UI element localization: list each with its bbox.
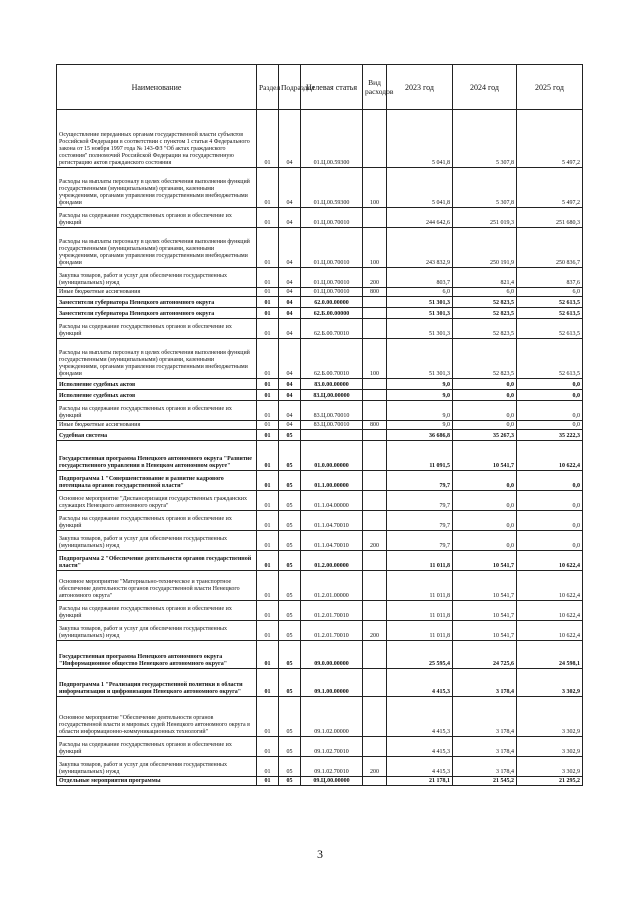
cell-subsection: 05 [279,621,301,641]
cell-expense-type [363,491,387,511]
table-row [57,491,583,511]
cell-2023: 243 832,9 [387,228,453,268]
cell-subsection: 05 [279,531,301,551]
cell-2023: 21 178,1 [387,777,453,786]
cell-2023: 9,0 [387,421,453,430]
cell-subsection: 04 [279,208,301,228]
cell-expense-type [363,571,387,601]
cell-2024: 52 823,5 [453,319,517,339]
table-row [57,669,583,697]
cell-2023: 51 301,3 [387,339,453,379]
cell-subsection: 05 [279,441,301,471]
cell-section: 01 [257,297,279,308]
table-row [57,441,583,471]
cell-subsection: 05 [279,471,301,491]
cell-subsection: 04 [279,401,301,421]
cell-name: Подпрограмма 2 "Обеспечение деятельности органов государственной власти" [57,551,257,571]
cell-name: Заместители губернатора Ненецкого автономного округа [57,297,257,308]
cell-2024: 0,0 [453,471,517,491]
cell-expense-type [363,308,387,319]
cell-2023: 79,7 [387,491,453,511]
cell-expense-type [363,379,387,390]
cell-section: 01 [257,308,279,319]
header-expense-type: Вид расходов [363,65,387,110]
cell-expense-type [363,319,387,339]
cell-section: 01 [257,757,279,777]
cell-name: Закупка товаров, работ и услуг для обеспечения государственных (муниципальных) нужд [57,268,257,288]
cell-2023: 11 011,8 [387,621,453,641]
cell-target: 01.2.01.70010 [301,601,363,621]
cell-subsection: 05 [279,697,301,737]
cell-name: Расходы на содержание государственных органов и обеспечение их функций [57,601,257,621]
cell-subsection: 04 [279,421,301,430]
cell-expense-type: 800 [363,288,387,297]
cell-2024: 21 545,2 [453,777,517,786]
cell-2025: 3 302,9 [517,669,583,697]
cell-name: Иные бюджетные ассигнования [57,288,257,297]
cell-2023: 25 595,4 [387,641,453,669]
cell-name: Расходы на выплаты персоналу в целях обеспечения выполнения функций государственными (муниципальными) органами, казенными учреждениями, органами управления государственными внебюджетными фондами [57,228,257,268]
cell-2025: 0,0 [517,421,583,430]
cell-target: 01.1.00.00000 [301,471,363,491]
header-2024: 2024 год [453,65,517,110]
cell-2025: 3 302,9 [517,697,583,737]
cell-2023: 5 041,8 [387,110,453,168]
cell-subsection: 05 [279,641,301,669]
cell-section: 01 [257,491,279,511]
cell-2023: 11 011,8 [387,551,453,571]
cell-expense-type [363,551,387,571]
cell-section: 01 [257,777,279,786]
cell-name: Расходы на содержание государственных органов и обеспечение их функций [57,401,257,421]
cell-subsection: 05 [279,430,301,441]
table-row [57,401,583,421]
cell-2025: 6,0 [517,288,583,297]
table-row [57,471,583,491]
cell-2024: 10 541,7 [453,441,517,471]
table-row [57,390,583,401]
table-row [57,268,583,288]
cell-target: 01.Ц.00.59300 [301,168,363,208]
cell-2024: 52 823,5 [453,297,517,308]
table-body [57,110,583,786]
cell-section: 01 [257,551,279,571]
cell-2023: 4 415,3 [387,697,453,737]
table-row [57,208,583,228]
cell-target: 01.Ц.00.70010 [301,228,363,268]
cell-name: Иные бюджетные ассигнования [57,421,257,430]
cell-2023: 11 091,5 [387,441,453,471]
cell-subsection: 04 [279,319,301,339]
cell-expense-type: 200 [363,531,387,551]
header-target: Целевая статья [301,65,363,110]
cell-subsection: 04 [279,110,301,168]
cell-2025: 0,0 [517,471,583,491]
cell-2025: 21 295,2 [517,777,583,786]
cell-section: 01 [257,208,279,228]
table-row [57,308,583,319]
cell-subsection: 04 [279,339,301,379]
cell-2025: 24 598,1 [517,641,583,669]
cell-name: Основное мероприятие "Материально-техническое и транспортное обеспечение деятельности органов государственной власти Ненецкого автономного округа" [57,571,257,601]
cell-subsection: 04 [279,297,301,308]
header-name: Наименование [57,65,257,110]
table-row [57,168,583,208]
cell-2023: 9,0 [387,379,453,390]
table-row [57,297,583,308]
cell-2023: 5 041,8 [387,168,453,208]
cell-name: Расходы на выплаты персоналу в целях обеспечения выполнения функций государственными (муниципальными) органами, казенными учреждениями, органами управления государственными внебюджетными фондами [57,339,257,379]
cell-expense-type: 200 [363,621,387,641]
cell-target: 83.Ц.00.70010 [301,421,363,430]
table-row [57,228,583,268]
table-row [57,621,583,641]
cell-2024: 3 178,4 [453,697,517,737]
cell-expense-type [363,208,387,228]
table-row [57,551,583,571]
cell-2024: 0,0 [453,421,517,430]
cell-expense-type: 100 [363,339,387,379]
cell-target: 01.2.00.00000 [301,551,363,571]
cell-section: 01 [257,421,279,430]
table-row [57,319,583,339]
table-row [57,757,583,777]
cell-subsection: 05 [279,491,301,511]
cell-subsection: 05 [279,571,301,601]
cell-section: 01 [257,110,279,168]
table-row [57,777,583,786]
cell-expense-type: 100 [363,228,387,268]
cell-section: 01 [257,430,279,441]
header-subsection: Подраздел [279,65,301,110]
cell-2025: 837,6 [517,268,583,288]
cell-2024: 821,4 [453,268,517,288]
table-row [57,511,583,531]
cell-2023: 79,7 [387,531,453,551]
cell-section: 01 [257,601,279,621]
cell-2024: 0,0 [453,491,517,511]
cell-2023: 4 415,3 [387,737,453,757]
cell-subsection: 05 [279,601,301,621]
header-2025: 2025 год [517,65,583,110]
cell-subsection: 05 [279,511,301,531]
cell-2024: 10 541,7 [453,551,517,571]
cell-target: 01.Ц.00.70010 [301,208,363,228]
cell-target: 01.Ц.00.70010 [301,288,363,297]
cell-section: 01 [257,390,279,401]
cell-2023: 36 686,8 [387,430,453,441]
cell-2025: 5 497,2 [517,110,583,168]
cell-expense-type [363,441,387,471]
table-row [57,641,583,669]
cell-subsection: 05 [279,669,301,697]
cell-name: Судебная система [57,430,257,441]
cell-2024: 3 178,4 [453,737,517,757]
cell-section: 01 [257,228,279,268]
cell-target [301,430,363,441]
cell-2023: 51 301,3 [387,308,453,319]
cell-subsection: 04 [279,268,301,288]
cell-2023: 244 642,6 [387,208,453,228]
page-number: 3 [317,847,323,861]
cell-2025: 52 613,5 [517,297,583,308]
cell-2024: 35 267,3 [453,430,517,441]
cell-subsection: 05 [279,777,301,786]
cell-target: 09.1.02.70010 [301,737,363,757]
cell-section: 01 [257,268,279,288]
table-row [57,421,583,430]
cell-section: 01 [257,319,279,339]
cell-target: 62.0.00.00000 [301,297,363,308]
cell-2025: 0,0 [517,390,583,401]
table-row [57,531,583,551]
cell-2023: 9,0 [387,390,453,401]
cell-expense-type [363,471,387,491]
cell-target: 09.1.02.70010 [301,757,363,777]
cell-2023: 803,7 [387,268,453,288]
cell-target: 01.2.01.00000 [301,571,363,601]
cell-2025: 10 622,4 [517,551,583,571]
cell-name: Расходы на содержание государственных органов и обеспечение их функций [57,511,257,531]
cell-2025: 3 302,9 [517,757,583,777]
cell-2024: 5 307,8 [453,110,517,168]
cell-target: 62.Б.00.70010 [301,319,363,339]
cell-expense-type [363,297,387,308]
cell-2024: 0,0 [453,511,517,531]
cell-2023: 11 011,8 [387,601,453,621]
cell-target: 09.Ц.00.00000 [301,777,363,786]
cell-subsection: 05 [279,551,301,571]
cell-expense-type [363,601,387,621]
cell-2023: 4 415,3 [387,669,453,697]
table-row [57,737,583,757]
cell-section: 01 [257,697,279,737]
cell-2025: 3 302,9 [517,737,583,757]
table-row [57,601,583,621]
cell-2023: 51 301,3 [387,319,453,339]
cell-subsection: 04 [279,308,301,319]
cell-2024: 3 178,4 [453,757,517,777]
cell-2024: 251 019,3 [453,208,517,228]
cell-name: Исполнение судебных актов [57,390,257,401]
cell-section: 01 [257,168,279,208]
cell-subsection: 04 [279,228,301,268]
cell-2025: 251 680,3 [517,208,583,228]
cell-2023: 9,0 [387,401,453,421]
cell-name: Подпрограмма 1 "Реализация государственной политики в области информатизации и цифровизации Ненецкого автономного округа" [57,669,257,697]
cell-2023: 79,7 [387,471,453,491]
cell-2024: 3 178,4 [453,669,517,697]
cell-target: 62.Б.00.70010 [301,339,363,379]
cell-2024: 0,0 [453,379,517,390]
cell-2023: 51 301,3 [387,297,453,308]
cell-2024: 10 541,7 [453,571,517,601]
cell-expense-type [363,697,387,737]
cell-target: 01.1.04.70010 [301,531,363,551]
cell-section: 01 [257,737,279,757]
cell-2024: 0,0 [453,401,517,421]
cell-expense-type [363,737,387,757]
cell-2025: 0,0 [517,511,583,531]
cell-subsection: 04 [279,379,301,390]
cell-2024: 24 725,6 [453,641,517,669]
cell-target: 83.Ц.00.70010 [301,401,363,421]
cell-section: 01 [257,471,279,491]
cell-section: 01 [257,641,279,669]
cell-target: 01.2.01.70010 [301,621,363,641]
cell-section: 01 [257,621,279,641]
cell-target: 09.1.00.00000 [301,669,363,697]
cell-section: 01 [257,511,279,531]
cell-2025: 10 622,4 [517,571,583,601]
cell-2024: 52 823,5 [453,308,517,319]
cell-target: 09.1.02.00000 [301,697,363,737]
cell-section: 01 [257,379,279,390]
cell-name: Заместители губернатора Ненецкого автономного округа [57,308,257,319]
table-row [57,110,583,168]
cell-subsection: 04 [279,390,301,401]
cell-expense-type [363,511,387,531]
cell-target: 62.Б.00.00000 [301,308,363,319]
cell-expense-type [363,110,387,168]
cell-name: Отдельные мероприятия программы [57,777,257,786]
cell-2025: 10 622,4 [517,621,583,641]
cell-2025: 10 622,4 [517,441,583,471]
cell-name: Расходы на содержание государственных органов и обеспечение их функций [57,319,257,339]
cell-name: Расходы на выплаты персоналу в целях обеспечения выполнения функций государственными (муниципальными) органами, казенными учреждениями, органами управления государственными внебюджетными фондами [57,168,257,208]
cell-2025: 35 222,3 [517,430,583,441]
cell-name: Исполнение судебных актов [57,379,257,390]
table-row [57,339,583,379]
table-row [57,697,583,737]
cell-section: 01 [257,401,279,421]
budget-table [56,64,583,786]
cell-section: 01 [257,531,279,551]
cell-name: Осуществление переданных органам государственной власти субъектов Российской Федерации в соответствии с пунктом 1 статьи 4 Федерального закона от 15 ноября 1997 года № 143-ФЗ "Об актах гражданского состояния" полномочий Российской Федерации на государственную регистрацию актов гражданского состояния [57,110,257,168]
cell-section: 01 [257,571,279,601]
cell-expense-type [363,669,387,697]
cell-name: Государственная программа Ненецкого автономного округа "Информационное общество Ненецкого автономного округа" [57,641,257,669]
cell-2024: 52 823,5 [453,339,517,379]
cell-name: Расходы на содержание государственных органов и обеспечение их функций [57,208,257,228]
table-row [57,379,583,390]
table-row [57,288,583,297]
cell-target: 83.0.00.00000 [301,379,363,390]
cell-2023: 4 415,3 [387,757,453,777]
cell-2024: 10 541,7 [453,621,517,641]
cell-target: 01.Ц.00.59300 [301,110,363,168]
cell-target: 83.Ц.00.00000 [301,390,363,401]
cell-expense-type: 100 [363,168,387,208]
table-header-row [57,65,583,110]
cell-expense-type: 200 [363,757,387,777]
cell-section: 01 [257,288,279,297]
cell-name: Подпрограмма 1 "Совершенствование и развитие кадрового потенциала органов государственной власти" [57,471,257,491]
cell-2025: 0,0 [517,379,583,390]
cell-subsection: 04 [279,288,301,297]
cell-expense-type [363,390,387,401]
cell-expense-type [363,430,387,441]
cell-subsection: 05 [279,757,301,777]
cell-2023: 79,7 [387,511,453,531]
cell-target: 09.0.00.00000 [301,641,363,669]
cell-name: Расходы на содержание государственных органов и обеспечение их функций [57,737,257,757]
cell-expense-type [363,641,387,669]
cell-name: Основное мероприятие "Диспансеризация государственных гражданских служащих Ненецкого автономного округа" [57,491,257,511]
cell-2024: 5 307,8 [453,168,517,208]
cell-subsection: 04 [279,168,301,208]
cell-2024: 6,0 [453,288,517,297]
cell-target: 01.1.04.70010 [301,511,363,531]
cell-2025: 250 836,7 [517,228,583,268]
table-row [57,571,583,601]
cell-expense-type: 800 [363,421,387,430]
cell-expense-type: 200 [363,268,387,288]
header-section: Раздел [257,65,279,110]
cell-expense-type [363,401,387,421]
cell-target: 01.Ц.00.70010 [301,268,363,288]
cell-2025: 52 613,5 [517,339,583,379]
cell-2024: 10 541,7 [453,601,517,621]
cell-2025: 0,0 [517,491,583,511]
cell-name: Закупка товаров, работ и услуг для обеспечения государственных (муниципальных) нужд [57,757,257,777]
cell-name: Закупка товаров, работ и услуг для обеспечения государственных (муниципальных) нужд [57,621,257,641]
header-2023: 2023 год [387,65,453,110]
cell-name: Закупка товаров, работ и услуг для обеспечения государственных (муниципальных) нужд [57,531,257,551]
cell-name: Государственная программа Ненецкого автономного округа "Развитие государственного управления в Ненецком автономном округе" [57,441,257,471]
cell-2025: 5 497,2 [517,168,583,208]
cell-section: 01 [257,441,279,471]
cell-2024: 0,0 [453,531,517,551]
cell-expense-type [363,777,387,786]
cell-2025: 0,0 [517,531,583,551]
cell-2025: 0,0 [517,401,583,421]
cell-target: 01.1.04.00000 [301,491,363,511]
table-row [57,430,583,441]
cell-name: Основное мероприятие "Обеспечение деятельности органов государственной власти и мировых судей Ненецкого автономного округа в области информационно-коммуникационных технологий" [57,697,257,737]
cell-2023: 6,0 [387,288,453,297]
cell-2025: 52 613,5 [517,308,583,319]
cell-2025: 52 613,5 [517,319,583,339]
cell-subsection: 05 [279,737,301,757]
cell-2025: 10 622,4 [517,601,583,621]
cell-2023: 11 011,8 [387,571,453,601]
cell-2024: 250 191,9 [453,228,517,268]
cell-target: 01.0.00.00000 [301,441,363,471]
cell-section: 01 [257,339,279,379]
cell-section: 01 [257,669,279,697]
cell-2024: 0,0 [453,390,517,401]
